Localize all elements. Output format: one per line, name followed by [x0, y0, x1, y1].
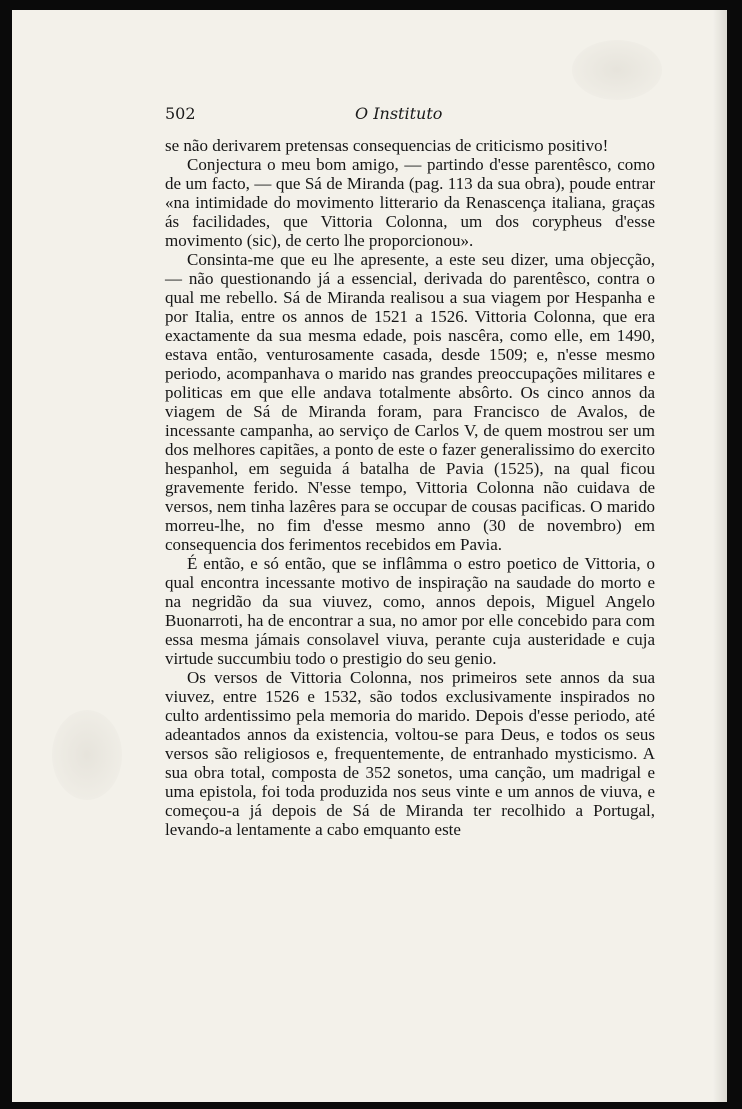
paragraph: Os versos de Vittoria Colonna, nos primeiros sete annos da sua viuvez, entre 1526 e 1532, são todos exclusivamente inspirados no culto ardentissimo pela memoria do marido. Depois d'esse periodo, até adeantados annos da existencia, voltou-se para Deus, e todos os seus versos são religiosos e, frequentemente, de entranhado mysticismo. A sua obra total, composta de 352 sonetos, uma canção, um madrigal e uma epistola, foi toda produzida nos seus vinte e um annos de viuva, e começou-a já depois de Sá de Miranda ter recolhido a Portugal, levando-a lentamente a cabo emquanto este [165, 668, 655, 839]
paragraph: se não derivarem pretensas consequencias de criticismo positivo! [165, 136, 609, 155]
body-text [165, 136, 655, 839]
page-edge-shadow [713, 10, 727, 1102]
book-page [12, 10, 727, 1102]
paragraph: É então, e só então, que se inflâmma o estro poetico de Vittoria, o qual encontra incessante motivo de inspiração na saudade do morto e na negridão da sua viuvez, como, annos depois, Miguel Angelo Buonarroti, ha de encontrar a sua, no amor por elle concebido para com essa mesma jámais consolavel viuva, perante cuja austeridade e cuja virtude succumbiu todo o prestigio do seu genio. [165, 554, 655, 668]
paper-stain [572, 40, 662, 100]
running-head: O Instituto [355, 104, 443, 123]
paragraph: Consinta-me que eu lhe apresente, a este seu dizer, uma objecção, — não questionando já a essencial, derivada do parentêsco, contra o qual me rebello. Sá de Miranda realisou a sua viagem por Hespanha e por Italia, entre os annos de 1521 a 1526. Vittoria Colonna, que era exactamente da sua mesma edade, pois nascêra, como elle, em 1490, estava então, venturosamente casada, desde 1509; e, n'esse mesmo periodo, acompanhava o marido nas grandes preoccupações militares e politicas em que elle andava totalmente absôrto. Os cinco annos da viagem de Sá de Miranda foram, para Francisco de Avalos, de incessante campanha, ao serviço de Carlos V, de quem mostrou ser um dos melhores capitães, a ponto de este o fazer generalissimo do exercito hespanhol, em seguida á batalha de Pavia (1525), na qual ficou gravemente ferido. N'esse tempo, Vittoria Colonna não cuidava de versos, nem tinha lazêres para se occupar de cousas pacificas. O marido morreu-lhe, no fim d'esse mesmo anno (30 de novembro) em consequencia dos ferimentos recebidos em Pavia. [165, 250, 655, 554]
paragraph: Conjectura o meu bom amigo, — partindo d'esse parentêsco, como de um facto, — que Sá de Miranda (pag. 113 da sua obra), poude entrar «na intimidade do movimento litterario da Renascença italiana, graças ás facilidades, que Vittoria Colonna, um dos corypheus d'esse movimento (sic), de certo lhe proporcionou». [165, 155, 655, 250]
page-number: 502 [165, 104, 196, 123]
page-header [165, 104, 655, 130]
paper-stain [52, 710, 122, 800]
